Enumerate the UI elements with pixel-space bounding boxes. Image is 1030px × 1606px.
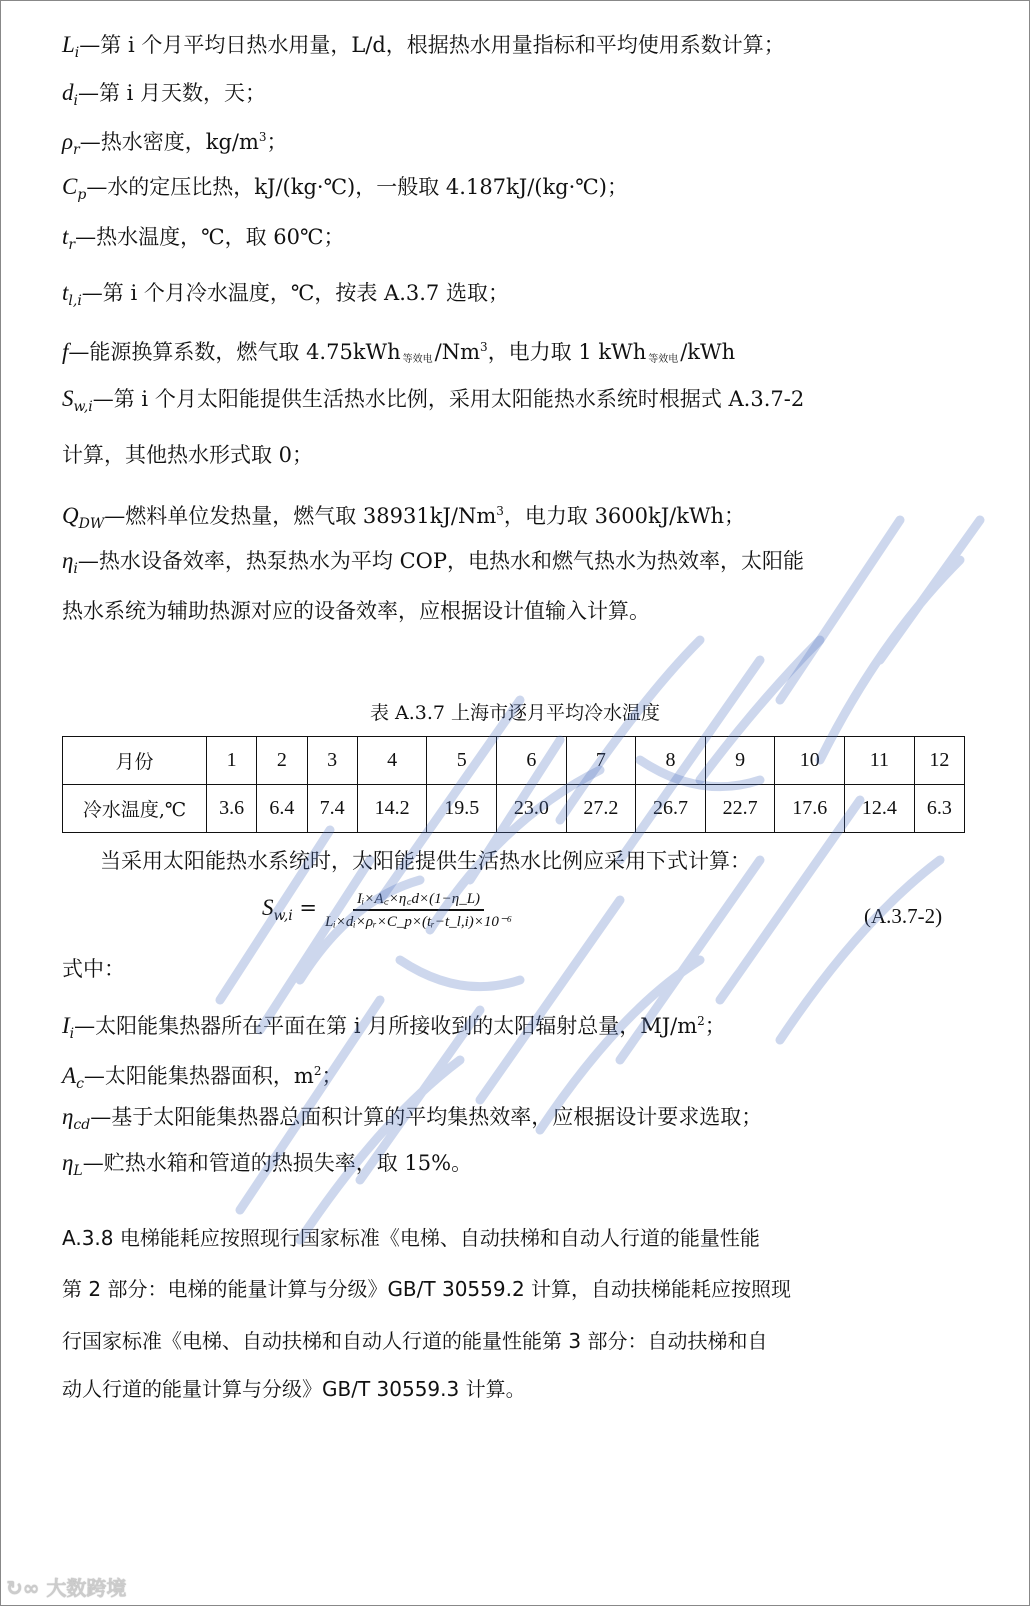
numerator: Iᵢ×A꜀×η꜀d×(1−η_L) bbox=[353, 888, 484, 911]
table-cell-temperature: 6.3 bbox=[914, 785, 964, 833]
def-text: —热水温度，℃，取 60℃； bbox=[75, 225, 345, 249]
symbol-sub: i bbox=[73, 93, 78, 109]
def-di bbox=[62, 78, 266, 116]
symbol: S bbox=[262, 895, 274, 920]
def-text: —第 i 个月太阳能提供生活热水比例，采用太阳能热水系统时根据式 A.3.7-2 bbox=[92, 387, 805, 411]
where-label: 式中： bbox=[62, 957, 125, 981]
def-text: —太阳能集热器所在平面在第 i 月所接收到的太阳辐射总量，MJ/m bbox=[74, 1014, 698, 1038]
symbol: I bbox=[62, 1013, 70, 1038]
symbol: ρ bbox=[62, 129, 74, 154]
def-text: —第 i 个月平均日热水用量，L/d，根据热水用量指标和平均使用系数计算； bbox=[79, 33, 785, 57]
symbol-sub: r bbox=[68, 237, 76, 253]
superscript: 3 bbox=[480, 340, 488, 354]
def-text: —水的定压比热，kJ/(kg·℃)，一般取 4.187kJ/(kg·℃)； bbox=[86, 175, 628, 199]
symbol: t bbox=[62, 280, 69, 305]
section-a38-line: 动人行道的能量计算与分级》GB/T 30559.3 计算。 bbox=[62, 1377, 526, 1401]
table-cell-temperature: 7.4 bbox=[307, 785, 357, 833]
symbol: C bbox=[62, 174, 78, 199]
def-eta-i bbox=[62, 546, 804, 584]
def-text: ，电力取 1 kWh bbox=[487, 340, 647, 364]
table-cell-temperature: 22.7 bbox=[705, 785, 775, 833]
table-cell-month: 11 bbox=[845, 737, 915, 785]
def-text-cont: 计算，其他热水形式取 0； bbox=[62, 443, 314, 467]
superscript: 3 bbox=[496, 504, 504, 518]
def-text: —第 i 月天数，天； bbox=[77, 81, 267, 105]
symbol-sub: w,i bbox=[273, 908, 293, 924]
def-tli bbox=[62, 278, 509, 316]
table-cell-month: 8 bbox=[636, 737, 706, 785]
symbol: η bbox=[62, 548, 74, 573]
def-swi bbox=[62, 384, 804, 422]
symbol-sub: i bbox=[74, 45, 80, 61]
symbol: A bbox=[62, 1063, 77, 1088]
def-Ac bbox=[62, 1056, 342, 1099]
def-text: —贮热水箱和管道的热损失率，取 15%。 bbox=[82, 1151, 473, 1175]
symbol-sub: c bbox=[76, 1076, 84, 1092]
symbol-sub: w,i bbox=[73, 399, 93, 415]
table-cell-month: 1 bbox=[207, 737, 257, 785]
def-text: /kWh bbox=[680, 340, 736, 364]
symbol-sub: i bbox=[73, 561, 78, 577]
table-cell-month: 6 bbox=[497, 737, 567, 785]
table-cell-temperature: 12.4 bbox=[845, 785, 915, 833]
intro-text: 当采用太阳能热水系统时，太阳能提供生活热水比例应采用下式计算： bbox=[100, 849, 751, 873]
symbol-sub: p bbox=[77, 187, 87, 203]
def-text: —太阳能集热器面积，m bbox=[83, 1064, 314, 1088]
def-Ii bbox=[62, 1006, 726, 1049]
symbol: L bbox=[62, 32, 75, 57]
def-tr bbox=[62, 222, 344, 260]
table-header-label: 月份 bbox=[63, 737, 207, 785]
superscript: 3 bbox=[258, 130, 267, 144]
def-tail: ； bbox=[321, 1064, 343, 1088]
symbol-sub: i bbox=[69, 1026, 75, 1042]
subscript-note: 等效电 bbox=[648, 354, 679, 365]
logo-text: 大数跨境 bbox=[46, 1576, 127, 1600]
table-caption: 表 A.3.7 上海市逐月平均冷水温度 bbox=[369, 702, 661, 724]
brand-logo bbox=[6, 1572, 126, 1601]
formula-fraction bbox=[325, 888, 512, 931]
def-eta-L bbox=[62, 1148, 472, 1186]
section-a38-line: 第 2 部分：电梯的能量计算与分级》GB/T 30559.2 计算，自动扶梯能耗应按照现 bbox=[62, 1277, 792, 1301]
table-cell-month: 10 bbox=[775, 737, 845, 785]
def-tail: ； bbox=[266, 130, 288, 154]
section-a38-line: A.3.8 电梯能耗应按照现行国家标准《电梯、自动扶梯和自动人行道的能量性能 bbox=[62, 1226, 760, 1250]
symbol-sub: L bbox=[73, 1163, 83, 1179]
superscript: 2 bbox=[697, 1014, 705, 1028]
table-cell-month: 7 bbox=[566, 737, 636, 785]
def-f bbox=[62, 332, 735, 375]
def-eta-cd bbox=[62, 1102, 762, 1140]
symbol: Q bbox=[62, 503, 79, 528]
table-cell-temperature: 6.4 bbox=[257, 785, 307, 833]
def-text: /Nm bbox=[434, 340, 481, 364]
def-text-cont: 热水系统为辅助热源对应的设备效率，应根据设计值输入计算。 bbox=[62, 599, 650, 623]
table-cell-month: 3 bbox=[307, 737, 357, 785]
def-rho bbox=[62, 122, 288, 165]
table-cell-temperature: 26.7 bbox=[636, 785, 706, 833]
superscript: 2 bbox=[313, 1064, 322, 1078]
def-text: —热水密度，kg/m bbox=[79, 130, 259, 154]
equals: = bbox=[292, 896, 318, 920]
symbol: d bbox=[62, 80, 74, 105]
symbol: η bbox=[62, 1104, 74, 1129]
table-header-row bbox=[63, 737, 965, 785]
section-a38-line: 行国家标准《电梯、自动扶梯和自动人行道的能量性能第 3 部分：自动扶梯和自 bbox=[62, 1329, 768, 1353]
symbol-sub: r bbox=[73, 142, 80, 158]
def-text: —热水设备效率，热泵热水为平均 COP，电热水和燃气热水为热效率，太阳能 bbox=[77, 549, 804, 573]
def-cp bbox=[62, 172, 628, 210]
table-cell-temperature: 19.5 bbox=[427, 785, 497, 833]
table-cell-temperature: 27.2 bbox=[566, 785, 636, 833]
table-cell-month: 4 bbox=[357, 737, 427, 785]
symbol-sub: l,i bbox=[68, 293, 82, 309]
table-row bbox=[63, 785, 965, 833]
formula-A-3-7-2 bbox=[262, 888, 512, 931]
cold-water-temperature-table bbox=[62, 736, 965, 833]
def-qdw bbox=[62, 496, 745, 539]
def-Li bbox=[62, 30, 785, 68]
def-text: —基于太阳能集热器总面积计算的平均集热效率，应根据设计要求选取； bbox=[90, 1105, 763, 1129]
table-cell-temperature: 3.6 bbox=[207, 785, 257, 833]
equation-number: (A.3.7-2) bbox=[864, 904, 943, 928]
symbol-sub: DW bbox=[78, 516, 105, 532]
denominator: Lᵢ×dᵢ×ρᵣ×C_p×(tᵣ−t_l,i)×10⁻⁶ bbox=[325, 914, 512, 930]
def-text: —能源换算系数，燃气取 4.75kWh bbox=[68, 340, 401, 364]
def-tail: ，电力取 3600kJ/kWh； bbox=[503, 504, 746, 528]
def-text: —燃料单位发热量，燃气取 38931kJ/Nm bbox=[104, 504, 497, 528]
symbol: S bbox=[62, 386, 74, 411]
table-row-label: 冷水温度,℃ bbox=[63, 785, 207, 833]
table-cell-month: 2 bbox=[257, 737, 307, 785]
table-cell-month: 9 bbox=[705, 737, 775, 785]
symbol: f bbox=[62, 339, 69, 364]
formula-lhs bbox=[262, 895, 317, 924]
symbol-sub: cd bbox=[73, 1117, 91, 1133]
logo-icon: ↻∞ bbox=[6, 1576, 47, 1600]
symbol: t bbox=[62, 224, 69, 249]
symbol: η bbox=[62, 1150, 74, 1175]
table-cell-month: 5 bbox=[427, 737, 497, 785]
subscript-note: 等效电 bbox=[402, 354, 433, 365]
table-cell-temperature: 23.0 bbox=[497, 785, 567, 833]
def-text: —第 i 个月冷水温度，℃，按表 A.3.7 选取； bbox=[81, 281, 509, 305]
def-tail: ； bbox=[704, 1014, 726, 1038]
table-cell-temperature: 14.2 bbox=[357, 785, 427, 833]
table-cell-temperature: 17.6 bbox=[775, 785, 845, 833]
table-cell-month: 12 bbox=[914, 737, 964, 785]
